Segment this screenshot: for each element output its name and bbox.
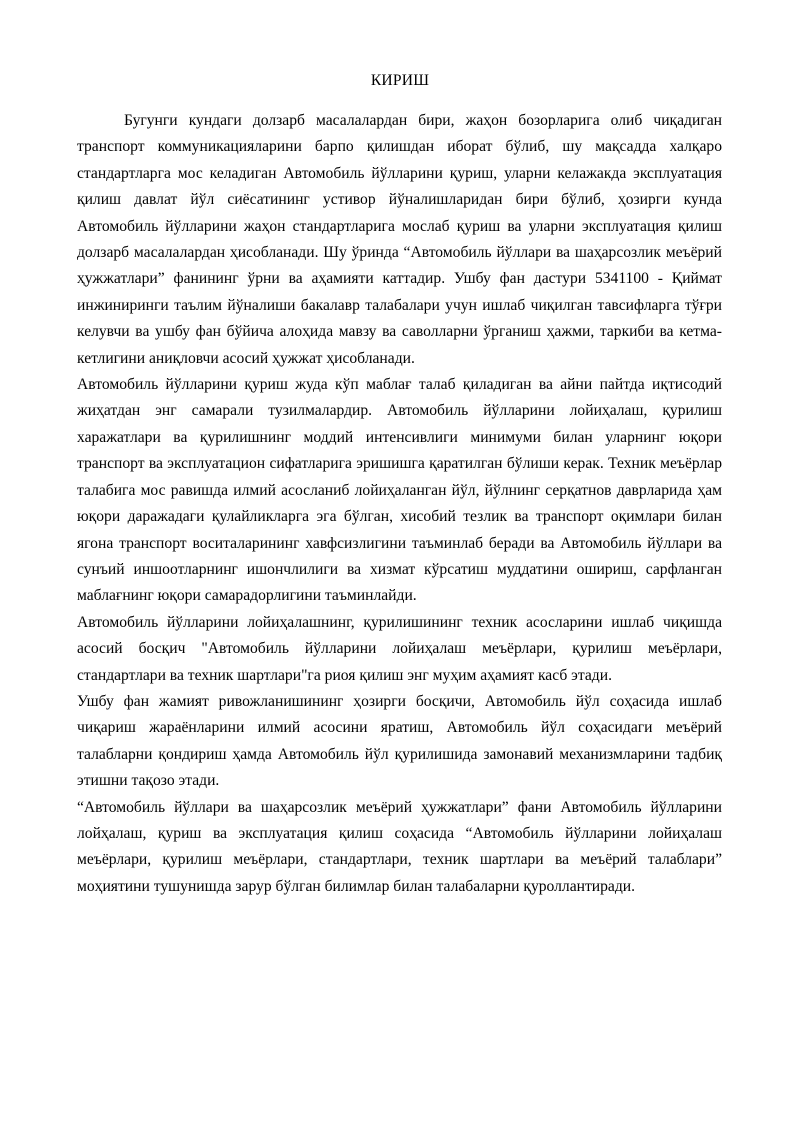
paragraph-intro: Бугунги кундаги долзарб масалалардан бири, жаҳон бозорларига олиб чиқадиган транспорт коммуникацияларини барпо қилишдан иборат бўлиб, шу мақсадда халқаро стандартларга мос келадиган Автомобиль йўлларини қуриш, уларни келажакда эксплуатация қилиш давлат йўл сиёсатининг устивор йўналишларидан бири бўлиб, ҳозирги кунда Автомобиль йўлларини жаҳон стандартларига мослаб қуриш ва уларни эксплуатация қилиш долзарб масалалардан ҳисобланади. Шу ўринда “Автомобиль йўллари ва шаҳарсозлик меъёрий ҳужжатлари” фанининг ўрни ва аҳамияти каттадир. Ушбу фан дастури 5341100 - Қиймат инжиниринги таълим йўналиши бакалавр талабалари учун ишлаб чиқилган тавсифларга тўғри келувчи ва ушбу фан бўйича алоҳида мавзу ва саволларни ўрганиш ҳажми, таркиби ва кетма-кетлигини аниқловчи асосий ҳужжат ҳисобланади. — [77, 112, 722, 367]
paragraph-subject-goal: “Автомобиль йўллари ва шаҳарсозлик меъёрий ҳужжатлари” фани Автомобиль йўлларини лойҳалаш, қуриш ва эксплуатация қилиш соҳасида “Автомобиль йўлларини лойиҳалаш меъёрлари, қурилиш меъёрлари, стандартлари, техник шартлари ва меъёрий талаблари” моҳиятини тушунишда зарур бўлган билимлар билан талабаларни қуроллантиради. — [77, 798, 722, 895]
paragraph-subject-relevance: Ушбу фан жамият ривожланишининг ҳозирги босқичи, Автомобиль йўл соҳасида ишлаб чиқариш жараёнларини илмий асосини яратиш, Автомобиль йўл соҳасидаги меъёрий талабларни қондириш ҳамда Автомобиль йўл қурилишида замонавий механизмларини тадбиқ этишни тақозо этади. — [77, 692, 722, 790]
paragraph-design-stage: Автомобиль йўлларини лойиҳалашнинг, қурилишининг техник асосларини ишлаб чиқишда асосий босқич "Автомобиль йўлларини лойиҳалаш меъёрлари, қурилиш меъёрлари, стандартлари ва техник шартлари"га риоя қилиш энг муҳим аҳамият касб этади. — [77, 613, 722, 684]
document-body — [77, 108, 722, 900]
paragraph-construction-cost: Автомобиль йўлларини қуриш жуда кўп маблағ талаб қиладиган ва айни пайтда иқтисодий жиҳатдан энг самарали тузилмалардир. Автомобиль йўлларини лойиҳалаш, қурилиш харажатлари ва қурилишнинг моддий интенсивлиги минимуми билан уларнинг юқори транспорт ва эксплуатацион сифатларига эришишга қаратилган бўлиши керак. Техник меъёрлар талабига мос равишда илмий асосланиб лойиҳаланган йўл, йўлнинг серқатнов даврларида ҳам юқори даражадаги қулайликларга эга бўлган, хисобий тезлик ва транспорт оқимлари билан ягона транспорт воситаларининг хавфсизлигини таъминлаб беради ва Автомобиль йўллари ва сунъий иншоотларнинг ишончлилиги ва хизмат кўрсатиш муддатини ошириш, сарфланган маблағнинг юқори самарадорлигини таъминлайди. — [77, 376, 722, 605]
page-title: КИРИШ — [370, 72, 430, 89]
